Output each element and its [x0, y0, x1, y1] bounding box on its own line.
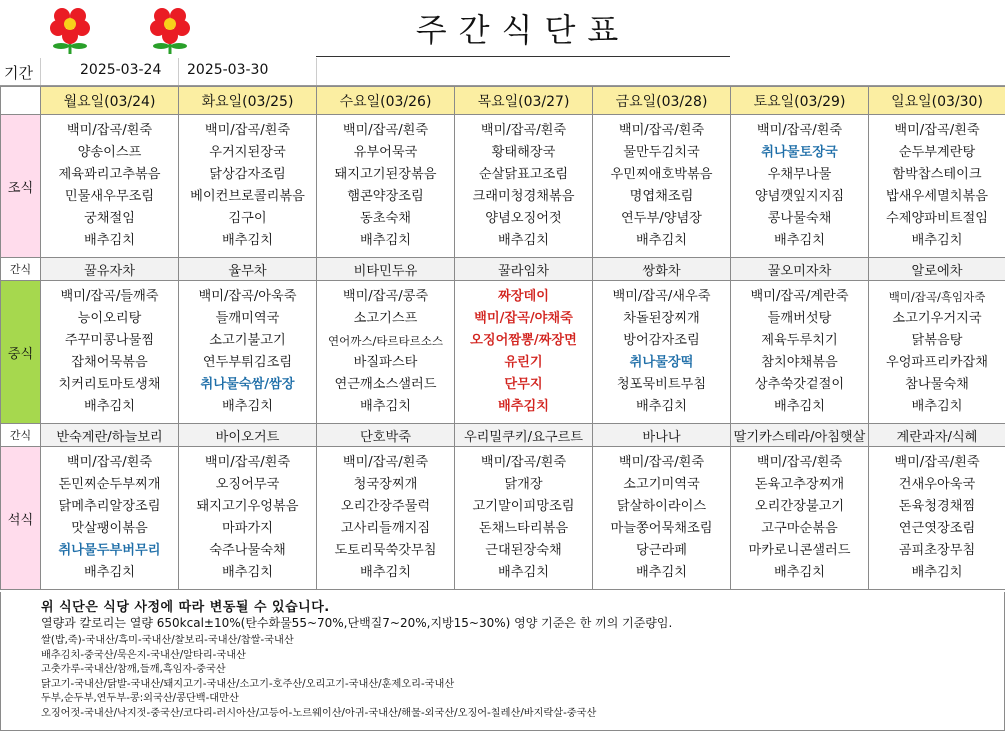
nutrition-text: 열량과 칼로리는 열량 650kcal±10%(탄수화물55~70%,단백질7~20%,지방15~30%) 영양 기준은 한 끼의 기준량임.	[41, 614, 672, 631]
menu-item: 백미/잡곡/흰죽	[179, 452, 316, 474]
menu-item: 백미/잡곡/흰죽	[455, 452, 592, 474]
menu-item: 양송이스프	[41, 142, 178, 164]
menu-item: 콩나물숙채	[731, 208, 868, 230]
snack1-row	[1, 258, 1005, 281]
menu-item: 연두부/양념장	[593, 208, 730, 230]
menu-item: 도토리묵쑥갓무침	[317, 540, 454, 562]
menu-item: 백미/잡곡/흰죽	[455, 120, 592, 142]
menu-item: 김구이	[179, 208, 316, 230]
menu-item: 돈육청경채찜	[869, 496, 1005, 518]
menu-item: 주꾸미콩나물찜	[41, 330, 178, 352]
period-start: 2025-03-24	[80, 62, 161, 78]
menu-item: 백미/잡곡/새우죽	[593, 286, 730, 308]
menu-item: 방어감자조림	[593, 330, 730, 352]
menu-item: 백미/잡곡/들깨죽	[41, 286, 178, 308]
lunch-cell	[869, 281, 1005, 424]
menu-item: 오징어무국	[179, 474, 316, 496]
breakfast-label: 조식	[1, 115, 41, 258]
menu-item: 차돌된장찌개	[593, 308, 730, 330]
origin-line: 고춧가루-국내산/참깨,들깨,흑임자-중국산	[41, 663, 596, 678]
dinner-cell	[317, 447, 455, 590]
lunch-cell	[731, 281, 869, 424]
divider	[178, 58, 179, 85]
menu-item: 유린기	[455, 352, 592, 374]
breakfast-row	[1, 115, 1005, 258]
menu-item: 고사리들깨지짐	[317, 518, 454, 540]
menu-item: 배추김치	[593, 230, 730, 252]
menu-item: 청포묵비트무침	[593, 374, 730, 396]
menu-item: 배추김치	[455, 396, 592, 418]
snack-cell: 꿀라임차	[455, 258, 593, 281]
menu-item: 닭상감자조림	[179, 164, 316, 186]
day-header: 토요일(03/29)	[731, 87, 869, 115]
menu-item: 닭볶음탕	[869, 330, 1005, 352]
menu-item: 참치야채볶음	[731, 352, 868, 374]
menu-item: 함박찹스테이크	[869, 164, 1005, 186]
menu-item: 배추김치	[179, 230, 316, 252]
snack2-label: 간식	[1, 424, 41, 447]
menu-item: 백미/잡곡/흰죽	[179, 120, 316, 142]
menu-item: 배추김치	[455, 562, 592, 584]
menu-item: 우엉파프리카잡채	[869, 352, 1005, 374]
menu-item: 백미/잡곡/흰죽	[869, 452, 1005, 474]
menu-item: 우채무나물	[731, 164, 868, 186]
menu-item: 햄콘약장조림	[317, 186, 454, 208]
breakfast-cell	[731, 115, 869, 258]
menu-item: 순두부계란탕	[869, 142, 1005, 164]
breakfast-cell	[869, 115, 1005, 258]
snack-cell: 쌍화차	[593, 258, 731, 281]
menu-item: 건새우아욱국	[869, 474, 1005, 496]
lunch-cell	[41, 281, 179, 424]
snack-cell: 단호박죽	[317, 424, 455, 447]
menu-item: 백미/잡곡/흰죽	[317, 452, 454, 474]
snack-cell: 비타민두유	[317, 258, 455, 281]
menu-item: 돼지고기된장볶음	[317, 164, 454, 186]
origin-line: 쌀(밥,죽)-국내산/흑미-국내산/찰보리-국내산/찹쌀-국내산	[41, 634, 596, 649]
menu-item: 오리간장주물럭	[317, 496, 454, 518]
menu-item: 소고기불고기	[179, 330, 316, 352]
menu-item: 취나물숙쌈/쌈장	[179, 374, 316, 396]
page-title: 주간식단표	[316, 0, 730, 57]
menu-item: 백미/잡곡/흰죽	[41, 120, 178, 142]
menu-item: 백미/잡곡/흰죽	[593, 120, 730, 142]
menu-item: 돼지고기우엉볶음	[179, 496, 316, 518]
menu-item: 크래미청경채볶음	[455, 186, 592, 208]
menu-item: 돈민찌순두부찌개	[41, 474, 178, 496]
dinner-cell	[869, 447, 1005, 590]
menu-item: 배추김치	[41, 396, 178, 418]
notice-text: 위 식단은 식당 사정에 따라 변동될 수 있습니다.	[41, 596, 330, 615]
menu-item: 마파가지	[179, 518, 316, 540]
menu-item: 배추김치	[317, 396, 454, 418]
breakfast-cell	[593, 115, 731, 258]
menu-item: 유부어묵국	[317, 142, 454, 164]
menu-item: 들깨버섯탕	[731, 308, 868, 330]
menu-item: 배추김치	[869, 562, 1005, 584]
dinner-cell	[455, 447, 593, 590]
header	[0, 0, 1005, 58]
origin-line: 배추김치-중국산/묵은지-국내산/알타리-국내산	[41, 649, 596, 664]
breakfast-cell	[455, 115, 593, 258]
breakfast-cell	[317, 115, 455, 258]
dinner-label: 석식	[1, 447, 41, 590]
menu-item: 양념오징어젓	[455, 208, 592, 230]
breakfast-cell	[41, 115, 179, 258]
menu-item: 백미/잡곡/흰죽	[593, 452, 730, 474]
snack-cell: 우리밀쿠키/요구르트	[455, 424, 593, 447]
snack-cell: 알로에차	[869, 258, 1005, 281]
menu-table	[0, 86, 1005, 590]
dinner-cell	[179, 447, 317, 590]
menu-item: 밥새우세멸치볶음	[869, 186, 1005, 208]
menu-item: 제육두루치기	[731, 330, 868, 352]
day-header: 수요일(03/26)	[317, 87, 455, 115]
dinner-row	[1, 447, 1005, 590]
menu-item: 청국장찌개	[317, 474, 454, 496]
snack-cell: 딸기카스테라/아침햇살	[731, 424, 869, 447]
lunch-row	[1, 281, 1005, 424]
menu-item: 숙주나물숙채	[179, 540, 316, 562]
menu-item: 백미/잡곡/흰죽	[731, 120, 868, 142]
menu-item: 제육꽈리고추볶음	[41, 164, 178, 186]
menu-item: 연근깨소스샐러드	[317, 374, 454, 396]
snack-cell: 바나나	[593, 424, 731, 447]
menu-item: 배추김치	[179, 396, 316, 418]
menu-item: 백미/잡곡/아욱죽	[179, 286, 316, 308]
menu-item: 명엽채조림	[593, 186, 730, 208]
menu-item: 취나물두부버무리	[41, 540, 178, 562]
snack1-label: 간식	[1, 258, 41, 281]
menu-item: 백미/잡곡/콩죽	[317, 286, 454, 308]
menu-item: 소고기우거지국	[869, 308, 1005, 330]
snack-cell: 율무차	[179, 258, 317, 281]
day-header: 금요일(03/28)	[593, 87, 731, 115]
notes-section	[0, 592, 1005, 731]
menu-item: 우거지된장국	[179, 142, 316, 164]
menu-item: 배추김치	[731, 562, 868, 584]
menu-item: 동초숙채	[317, 208, 454, 230]
day-header: 목요일(03/27)	[455, 87, 593, 115]
menu-item: 베이컨브로콜리볶음	[179, 186, 316, 208]
menu-item: 배추김치	[869, 396, 1005, 418]
menu-item: 돈채느타리볶음	[455, 518, 592, 540]
breakfast-cell	[179, 115, 317, 258]
menu-item: 참나물숙채	[869, 374, 1005, 396]
menu-item: 잡채어묵볶음	[41, 352, 178, 374]
menu-item: 취나물토장국	[731, 142, 868, 164]
menu-item: 궁채절임	[41, 208, 178, 230]
menu-item: 배추김치	[317, 562, 454, 584]
menu-item: 연두부튀김조림	[179, 352, 316, 374]
menu-item: 배추김치	[593, 562, 730, 584]
origin-line: 두부,순두부,연두부-콩:외국산/콩단백-대만산	[41, 692, 596, 707]
origin-list	[41, 634, 596, 722]
menu-item: 소고기미역국	[593, 474, 730, 496]
menu-item: 백미/잡곡/흰죽	[869, 120, 1005, 142]
menu-item: 배추김치	[731, 396, 868, 418]
snack-cell: 바이오거트	[179, 424, 317, 447]
menu-item: 민물새우무조림	[41, 186, 178, 208]
lunch-cell	[455, 281, 593, 424]
snack-cell: 계란과자/식혜	[869, 424, 1005, 447]
menu-item: 소고기스프	[317, 308, 454, 330]
menu-item: 곰피초장무침	[869, 540, 1005, 562]
menu-item: 취나물장떡	[593, 352, 730, 374]
menu-item: 배추김치	[593, 396, 730, 418]
menu-item: 연어까스/타르타르소스	[317, 330, 454, 352]
snack2-row	[1, 424, 1005, 447]
snack-cell: 꿀오미자차	[731, 258, 869, 281]
menu-item: 황태해장국	[455, 142, 592, 164]
menu-item: 배추김치	[869, 230, 1005, 252]
day-header-row	[1, 87, 1005, 115]
menu-item: 상추쑥갓겉절이	[731, 374, 868, 396]
flower-icon	[42, 4, 98, 56]
menu-item: 맛살팽이볶음	[41, 518, 178, 540]
lunch-cell	[179, 281, 317, 424]
menu-item: 바질파스타	[317, 352, 454, 374]
menu-item: 배추김치	[41, 562, 178, 584]
menu-item: 양념깻잎지지짐	[731, 186, 868, 208]
menu-item: 수제양파비트절임	[869, 208, 1005, 230]
period-end: 2025-03-30	[187, 62, 268, 78]
menu-item: 우민찌애호박볶음	[593, 164, 730, 186]
origin-line: 오징어젓-국내산/낙지젓-중국산/코다리-러시아산/고등어-노르웨이산/아귀-국내산/해물-외국산/오징어-칠레산/바지락살-중국산	[41, 707, 596, 722]
flower-icon	[142, 4, 198, 56]
menu-item: 마카로니콘샐러드	[731, 540, 868, 562]
menu-item: 치커리토마토생채	[41, 374, 178, 396]
menu-item: 배추김치	[317, 230, 454, 252]
origin-line: 닭고기-국내산/닭발-국내산/돼지고기-국내산/소고기-호주산/오리고기-국내산/훈제오리-국내산	[41, 678, 596, 693]
snack-cell: 반숙계란/하늘보리	[41, 424, 179, 447]
corner-cell	[1, 87, 41, 115]
menu-item: 백미/잡곡/흰죽	[731, 452, 868, 474]
menu-item: 연근엿장조림	[869, 518, 1005, 540]
menu-item: 고기말이피망조림	[455, 496, 592, 518]
day-header: 월요일(03/24)	[41, 87, 179, 115]
day-header: 일요일(03/30)	[869, 87, 1005, 115]
menu-item: 백미/잡곡/계란죽	[731, 286, 868, 308]
period-label: 기간	[4, 62, 33, 83]
menu-item: 닭메추리알장조림	[41, 496, 178, 518]
menu-item: 오리간장불고기	[731, 496, 868, 518]
menu-item: 마늘쫑어묵채조림	[593, 518, 730, 540]
menu-item: 근대된장숙채	[455, 540, 592, 562]
menu-item: 고구마순볶음	[731, 518, 868, 540]
menu-item: 들깨미역국	[179, 308, 316, 330]
menu-item: 닭개장	[455, 474, 592, 496]
period-row	[0, 58, 1005, 86]
menu-item: 배추김치	[731, 230, 868, 252]
menu-item: 물만두김치국	[593, 142, 730, 164]
menu-item: 백미/잡곡/흰죽	[41, 452, 178, 474]
snack-cell: 꿀유자차	[41, 258, 179, 281]
menu-item: 배추김치	[179, 562, 316, 584]
menu-item: 순살닭표고조림	[455, 164, 592, 186]
lunch-cell	[593, 281, 731, 424]
lunch-label: 중식	[1, 281, 41, 424]
menu-item: 백미/잡곡/흰죽	[317, 120, 454, 142]
menu-item: 돈육고추장찌개	[731, 474, 868, 496]
menu-item: 배추김치	[455, 230, 592, 252]
menu-item: 백미/잡곡/야채죽	[455, 308, 592, 330]
dinner-cell	[593, 447, 731, 590]
divider	[40, 58, 41, 85]
menu-item: 배추김치	[41, 230, 178, 252]
lunch-cell	[317, 281, 455, 424]
dinner-cell	[731, 447, 869, 590]
menu-item: 단무지	[455, 374, 592, 396]
menu-item: 능이오리탕	[41, 308, 178, 330]
day-header: 화요일(03/25)	[179, 87, 317, 115]
divider	[316, 58, 317, 85]
menu-item: 닭살하이라이스	[593, 496, 730, 518]
menu-item: 짜장데이	[455, 286, 592, 308]
dinner-cell	[41, 447, 179, 590]
menu-item: 당근라페	[593, 540, 730, 562]
menu-item: 백미/잡곡/흑임자죽	[869, 286, 1005, 308]
menu-item: 오징어짬뽕/짜장면	[455, 330, 592, 352]
